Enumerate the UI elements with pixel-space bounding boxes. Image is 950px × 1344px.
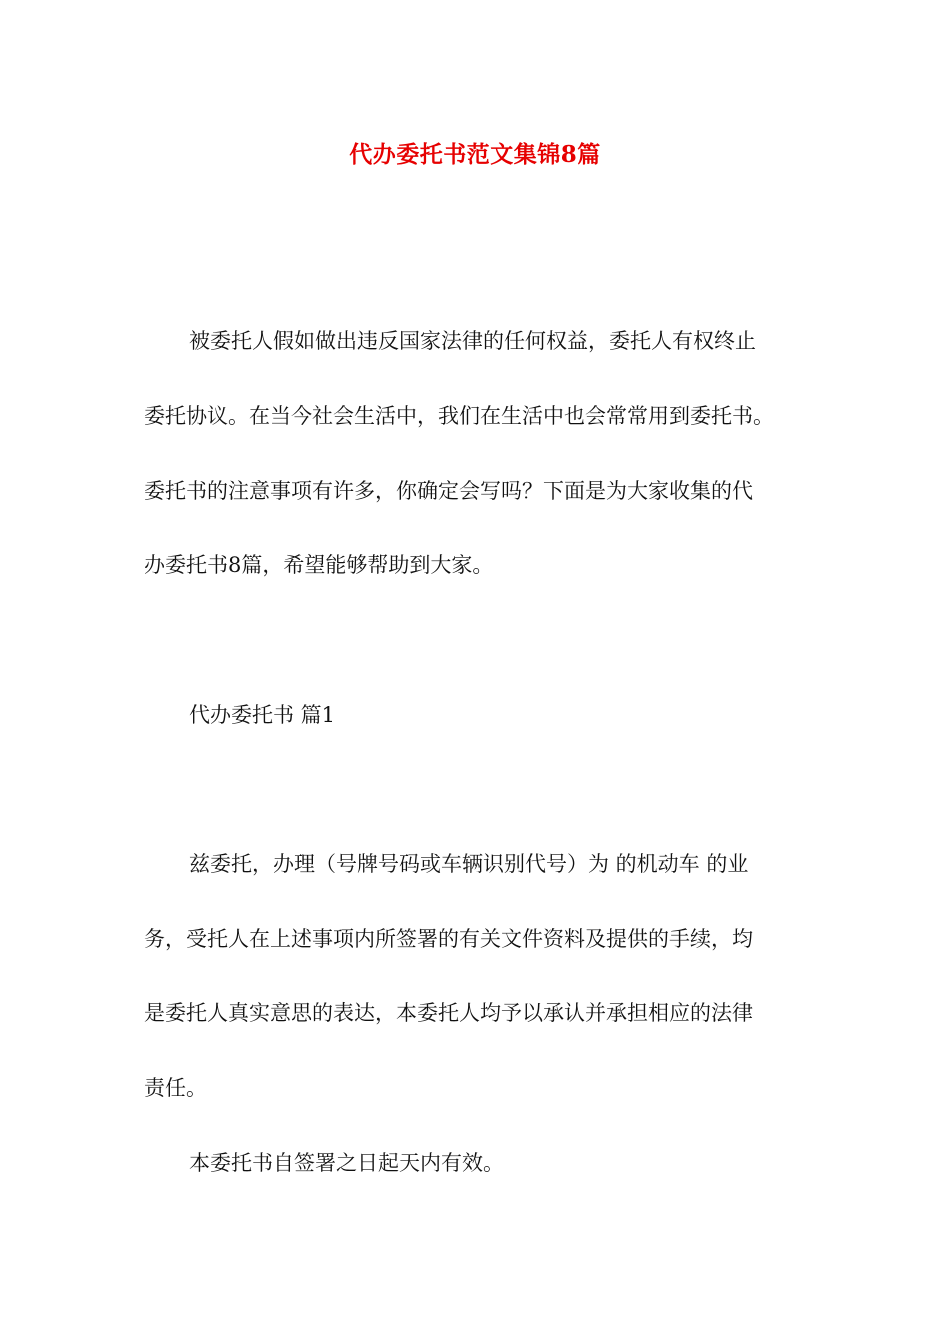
document-title: 代办委托书范文集锦8篇 — [349, 141, 601, 168]
body-line-2: 务，受托人在上述事项内所签署的有关文件资料及提供的手续，均 — [144, 927, 753, 951]
intro-line-3: 委托书的注意事项有许多，你确定会写吗？下面是为大家收集的代 — [144, 479, 753, 503]
section-heading: 代办委托书 篇1 — [189, 703, 336, 727]
body-line-1: 兹委托，办理（号牌号码或车辆识别代号）为 的机动车 的业 — [189, 852, 749, 876]
body-line-3: 是委托人真实意思的表达，本委托人均予以承认并承担相应的法律 — [144, 1001, 753, 1025]
body-line-4: 责任。 — [144, 1076, 207, 1100]
intro-line-4: 办委托书8篇，希望能够帮助到大家。 — [144, 553, 494, 577]
intro-line-1: 被委托人假如做出违反国家法律的任何权益，委托人有权终止 — [189, 329, 756, 353]
body-line-5: 本委托书自签署之日起天内有效。 — [189, 1151, 504, 1175]
intro-line-2: 委托协议。在当今社会生活中，我们在生活中也会常常用到委托书。 — [144, 404, 774, 428]
